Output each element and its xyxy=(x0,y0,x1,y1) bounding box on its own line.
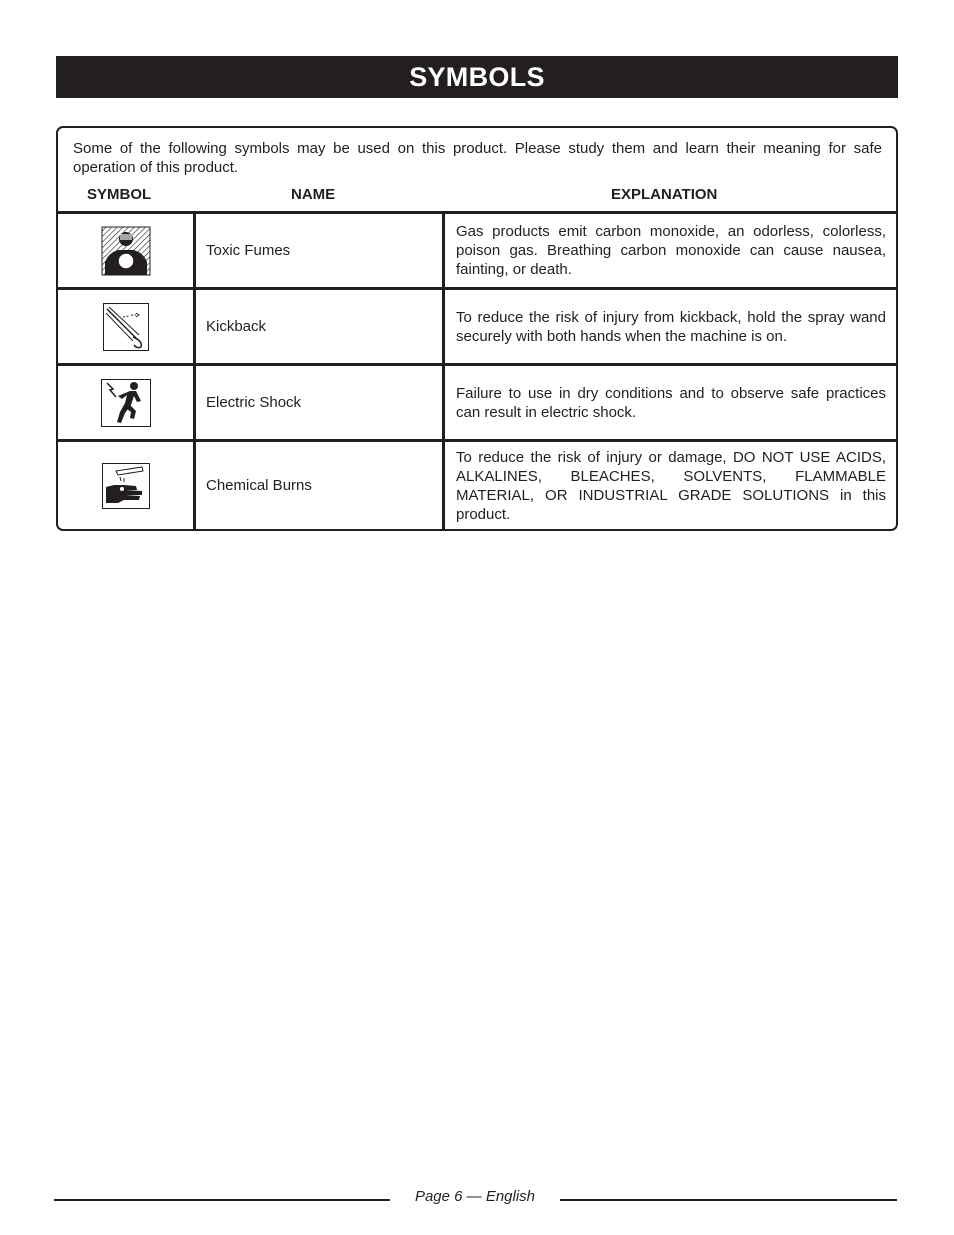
column-header-explanation: EXPLANATION xyxy=(611,186,718,203)
column-header-symbol: SYMBOL xyxy=(87,186,152,203)
page-title: SYMBOLS xyxy=(409,61,545,92)
symbol-cell xyxy=(58,366,196,439)
symbol-name: Chemical Burns xyxy=(196,442,445,529)
symbols-table xyxy=(56,126,898,531)
table-row xyxy=(58,287,896,363)
table-row xyxy=(58,211,896,287)
intro-text: Some of the following symbols may be used on this product. Please study them and learn their meaning for safe operation of this product. xyxy=(73,140,882,176)
table-row xyxy=(58,363,896,439)
symbol-name: Toxic Fumes xyxy=(196,214,445,287)
table-row xyxy=(58,439,896,529)
symbol-cell xyxy=(58,442,196,529)
electric-shock-icon xyxy=(101,379,151,427)
symbol-explanation: To reduce the risk of injury or damage, DO NOT USE ACIDS, ALKALINES, BLEACHES, SOLVENTS, FLAMMABLE MATERIAL, OR INDUSTRIAL GRADE SOLUTIONS in this product. xyxy=(456,448,886,523)
section-title-banner xyxy=(56,56,898,98)
table-header xyxy=(58,177,896,211)
symbol-cell xyxy=(58,290,196,363)
symbol-explanation: To reduce the risk of injury from kickback, hold the spray wand securely with both hands when the machine is on. xyxy=(456,308,886,345)
toxic-fumes-icon xyxy=(101,226,151,276)
column-header-name: NAME xyxy=(291,186,336,203)
symbol-name: Electric Shock xyxy=(196,366,445,439)
footer-rule-right xyxy=(560,1199,897,1201)
chemical-burns-icon xyxy=(102,463,150,509)
footer-rule-left xyxy=(54,1199,390,1201)
symbol-explanation: Gas products emit carbon monoxide, an odorless, colorless, poison gas. Breathing carbon monoxide can cause nausea, fainting, or death. xyxy=(456,223,886,278)
symbol-cell xyxy=(58,214,196,287)
symbol-explanation: Failure to use in dry conditions and to observe safe practices can result in electric shock. xyxy=(456,384,886,421)
page-number-label: Page 6 — English xyxy=(414,1188,536,1205)
kickback-icon xyxy=(103,303,149,351)
symbol-name: Kickback xyxy=(196,290,445,363)
